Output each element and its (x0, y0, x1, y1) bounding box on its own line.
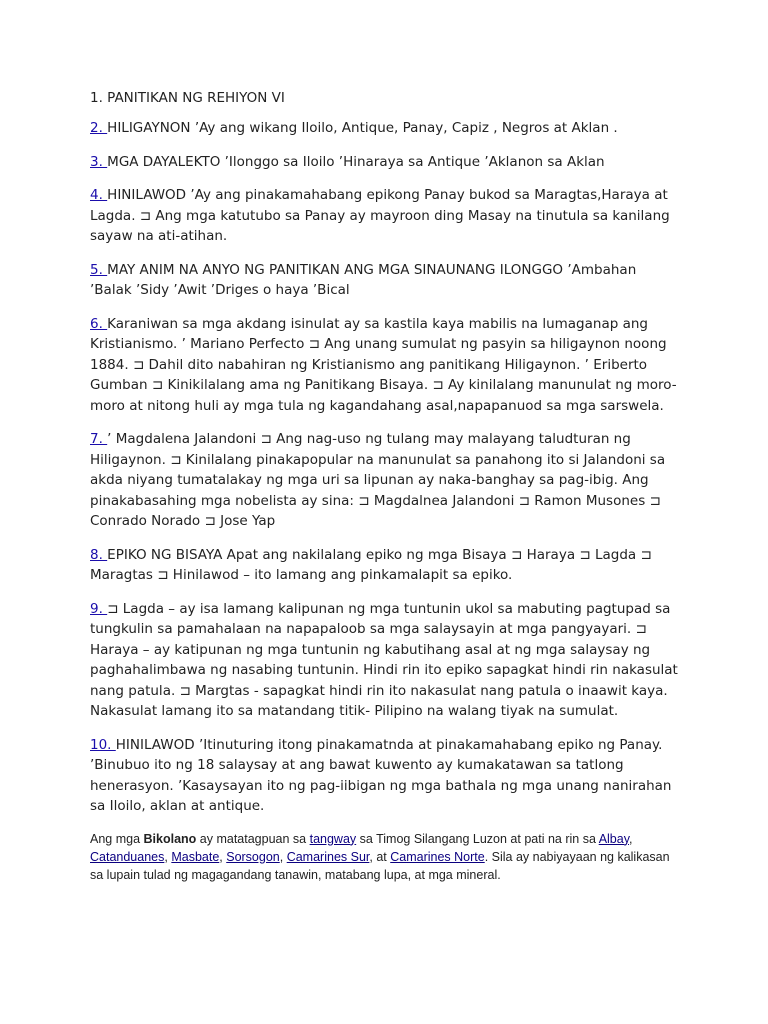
item-number-link[interactable]: 9. (90, 600, 108, 617)
item-text: ’ Magdalena Jalandoni ⊐ Ang nag-uso ng tulang may malayang taludturan ng Hiligaynon. ⊐ Kinilalang pinakapopular na manunulat sa panahong ito si Jalandoni sa akda niyang tumatalakay ng mga uri sa lipunan ay naka-banghay sa pag-ibig. Ang pinakabasahing mga nobelista ay sina: ⊐ Magdalnea Jalandoni ⊐ Ramon Musones ⊐ Conrado Norado ⊐ Jose Yap (90, 431, 666, 529)
item-number-link[interactable]: 2. (90, 120, 108, 136)
list-item (90, 152, 682, 173)
item-number-link[interactable]: 7. (90, 431, 108, 447)
footer-paragraph (90, 830, 682, 884)
footer-text: sa Timog Silangang Luzon at pati na rin sa (356, 831, 599, 846)
footer-separator: , at (369, 849, 391, 864)
link-tangway[interactable]: tangway (309, 831, 357, 846)
link-camarines-sur[interactable]: Camarines Sur (286, 849, 370, 864)
list-item (90, 735, 682, 817)
list-item (90, 599, 682, 722)
link-catanduanes[interactable]: Catanduanes (90, 849, 165, 864)
footer-separator: , (629, 831, 633, 846)
link-albay[interactable]: Albay (598, 831, 630, 846)
item-number-link[interactable]: 10. (90, 736, 116, 753)
item-text: HILIGAYNON ’Ay ang wikang Iloilo, Antique, Panay, Capiz , Negros at Aklan . (107, 120, 618, 136)
item-text: MGA DAYALEKTO ’Ilonggo sa Iloilo ’Hinaraya sa Antique ’Aklanon sa Aklan (107, 153, 605, 170)
list-item (90, 185, 682, 247)
item-text: Karaniwan sa mga akdang isinulat ay sa kastila kaya mabilis na lumaganap ang Kristianismo. ’ Mariano Perfecto ⊐ Ang unang sumulat ng pasyin sa hiligaynon noong 1884. ⊐ Dahil dito nabahiran ng Kristianismo ang panitikang Hiligaynon. ’ Eriberto Gumban ⊐ Kinikilalang ama ng Panitikang Bisaya. ⊐ Ay kinilalang manunulat ng moro-moro at nitong huli ay mga tula ng kagandahang asal,napapanuod sa mga sarswela. (90, 315, 677, 414)
list-item (90, 314, 682, 417)
list-item (90, 118, 682, 139)
list-item (90, 545, 682, 586)
item-number-link[interactable]: 3. (90, 153, 108, 170)
link-sorsogon[interactable]: Sorsogon (226, 849, 280, 864)
footer-bold-term: Bikolano (143, 831, 197, 846)
footer-text: Ang mga (90, 831, 144, 846)
item-text: HINILAWOD ’Itinuturing itong pinakamatnda at pinakamahabang epiko ng Panay. ’Binubuo ito ng 18 salaysay at ang bawat kuwento ay kumakatawan sa tatlong henerasyon. ’Kasaysayan ito ng pag-iibigan ng mga bathala ng mga unang nanirahan sa Iloilo, aklan at antique. (90, 736, 672, 814)
footer-text: . Sila ay nabiyayaan ng kalikasan sa lupain tulad ng magagandang tanawin, matabang lupa, at mga mineral. (90, 849, 670, 882)
item-text: ⊐ Lagda – ay isa lamang kalipunan ng mga tuntunin ukol sa mabuting pagtupad sa tungkulin sa pamahalaan na napapaloob sa mga salaysayin at mga pangyayari. ⊐ Haraya – ay katipunan ng mga tuntunin ng kabutihang asal at ng mga salaysay ng paghahalimbawa ng nasabing tuntunin. Hindi rin ito epiko sapagkat hindi rin nakasulat nang patula. ⊐ Margtas - sapagkat hindi rin ito nakasulat nang patula o inaawit kaya. Nakasulat lamang ito sa matandang titik- Pilipino na walang tiyak na sumulat. (90, 600, 678, 719)
list-item (90, 260, 682, 301)
item-number-link[interactable]: 5. (90, 261, 108, 278)
item-text: MAY ANIM NA ANYO NG PANITIKAN ANG MGA SINAUNANG ILONGGO ’Ambahan ’Balak ’Sidy ’Awit ’Driges o haya ’Bical (90, 261, 637, 298)
item-number-link[interactable]: 4. (90, 187, 108, 203)
footer-text: ay matatagpuan sa (196, 831, 310, 846)
item-number-link[interactable]: 8. (90, 546, 108, 563)
footer-separator: , (164, 849, 172, 864)
link-masbate[interactable]: Masbate (171, 849, 220, 864)
item-number-link[interactable]: 6. (90, 315, 108, 332)
item-text: HINILAWOD ’Ay ang pinakamahabang epikong Panay bukod sa Maragtas,Haraya at Lagda. ⊐ Ang mga katutubo sa Panay ay mayroon ding Masay na tinutula sa kanilang sayaw na ati-atihan. (90, 187, 670, 244)
item-text: EPIKO NG BISAYA Apat ang nakilalang epiko ng mga Bisaya ⊐ Haraya ⊐ Lagda ⊐ Maragtas ⊐ Hinilawod – ito lamang ang pinkamalapit sa epiko. (90, 546, 652, 583)
footer-separator: , (279, 849, 287, 864)
list-item (90, 429, 682, 532)
section-heading: 1. PANITIKAN NG REHIYON VI (90, 90, 285, 106)
footer-separator: , (219, 849, 227, 864)
link-camarines-norte[interactable]: Camarines Norte (390, 849, 485, 864)
